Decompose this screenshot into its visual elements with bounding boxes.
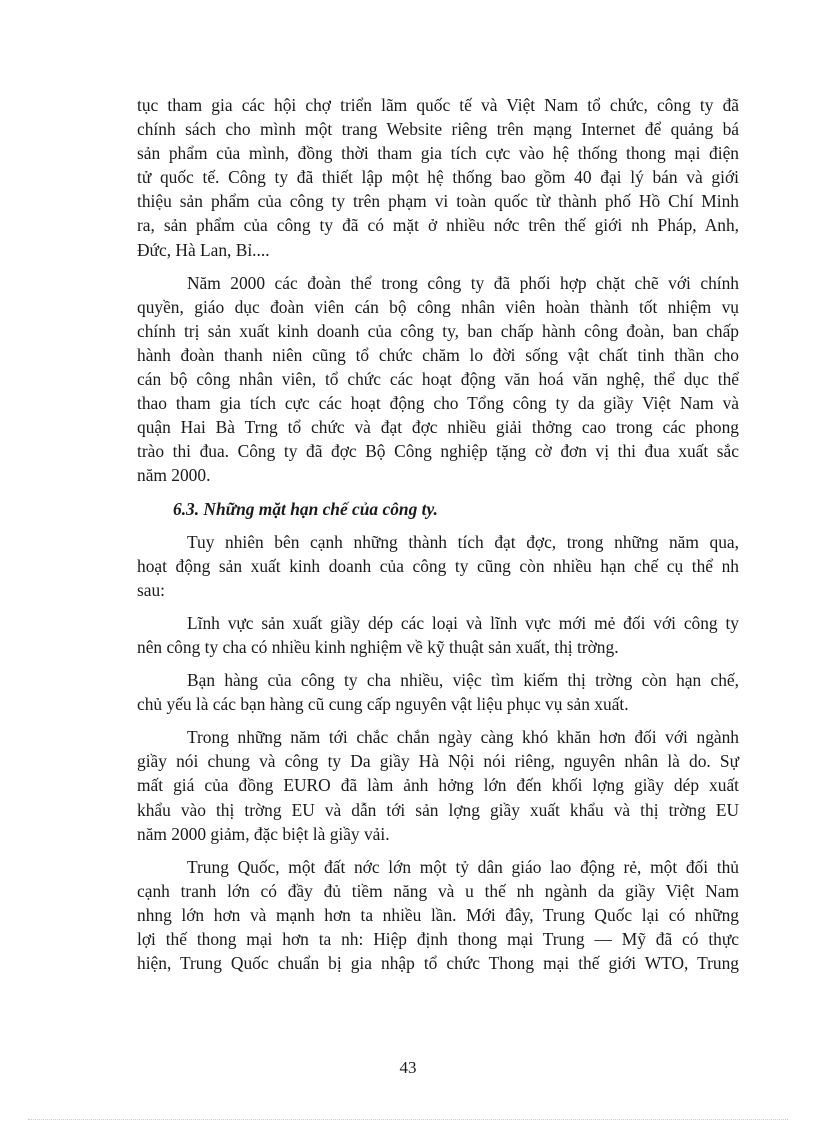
text-line: Đức, Hà Lan, Bỉ.... bbox=[137, 239, 270, 260]
text-line: mất giá của đồng EURO đã làm ảnh hởng lớn đến khối lợng giầy dép xuất bbox=[137, 775, 739, 796]
text-line: hiện, Trung Quốc chuẩn bị gia nhập tổ chức Thong mại thế giới WTO, Trung bbox=[137, 953, 739, 974]
text-line: ra, sản phẩm của công ty đã có mặt ở nhiều nớc trên thế giới nh Pháp, Anh, bbox=[137, 215, 739, 236]
text-line: Năm 2000 các đoàn thể trong công ty đã phối hợp chặt chẽ với chính bbox=[187, 272, 739, 293]
text-line: thiệu sản phẩm của công ty trên phạm vi toàn quốc từ thành phố Hồ Chí Minh bbox=[137, 191, 739, 212]
paragraph-limitations-intro bbox=[137, 530, 739, 602]
text-line: quận Hai Bà Trng tổ chức và đạt đợc nhiều giải thởng cao trong các phong bbox=[137, 417, 739, 438]
text-line: quyền, giáo dục đoàn viên cán bộ công nhân viên hoàn thành tốt nhiệm vụ bbox=[137, 296, 739, 317]
paragraph-trade-fairs bbox=[137, 93, 739, 262]
text-line: sản phẩm của mình, đồng thời tham gia tích cực vào hệ thống thong mại điện bbox=[137, 143, 739, 164]
page-body bbox=[137, 93, 739, 984]
text-line: giầy nói chung và công ty Da giầy Hà Nội nói riêng, nguyên nhân là do. Sự bbox=[137, 751, 739, 772]
text-line: cạnh tranh lớn có đầy đủ tiềm năng và u thế nh ngành da giầy Việt Nam bbox=[137, 880, 739, 901]
paragraph-year-2000 bbox=[137, 271, 739, 488]
paragraph-china-competition bbox=[137, 855, 739, 975]
paragraph-euro-devaluation bbox=[137, 725, 739, 845]
text-line: nhng lớn hơn và mạnh hơn ta nhiều lần. Mới đây, Trung Quốc lại có những bbox=[137, 904, 739, 925]
text-line: khẩu vào thị trờng EU và dẫn tới sản lợng giầy xuất khẩu và thị trờng EU bbox=[137, 799, 739, 820]
paragraph-footwear-field bbox=[137, 611, 739, 659]
text-line: thao tham gia tích cực các hoạt động cho Tổng công ty da giầy Việt Nam và bbox=[137, 393, 739, 414]
text-line: cán bộ công nhân viên, tổ chức các hoạt động văn hoá văn nghệ, thể dục thể bbox=[137, 369, 739, 390]
text-line: Trong những năm tới chắc chắn ngày càng khó khăn hơn đối với ngành bbox=[187, 727, 739, 748]
text-line: tục tham gia các hội chợ triển lãm quốc tế và Việt Nam tổ chức, công ty đã bbox=[137, 95, 739, 115]
text-line: hành đoàn thanh niên cũng tổ chức chăm lo đời sống vật chất tinh thần cho bbox=[137, 344, 739, 365]
text-line: lợi thế thong mại hơn ta nh: Hiệp định thong mại Trung — Mỹ đã có thực bbox=[137, 929, 739, 949]
text-line: chính sách cho mình một trang Website riêng trên mạng Internet để quảng bá bbox=[137, 119, 739, 140]
text-line: chính trị sản xuất kinh doanh của công ty, ban chấp hành công đoàn, ban chấp bbox=[137, 320, 739, 341]
paragraph-partners bbox=[137, 668, 739, 716]
text-line: nên công ty cha có nhiều kinh nghiệm về kỹ thuật sản xuất, thị trờng. bbox=[137, 636, 619, 657]
text-line: hoạt động sản xuất kinh doanh của công ty cũng còn nhiều hạn chế cụ thể nh bbox=[137, 555, 739, 576]
text-line: chủ yếu là các bạn hàng cũ cung cấp nguyên vật liệu phục vụ sản xuất. bbox=[137, 694, 629, 715]
page-bottom-divider bbox=[28, 1119, 788, 1120]
text-line: tử quốc tế. Công ty đã thiết lập một hệ thống bao gồm 40 đại lý bán và giới bbox=[137, 167, 739, 188]
text-line: Lĩnh vực sản xuất giầy dép các loại và lĩnh vực mới mẻ đối với công ty bbox=[187, 612, 739, 633]
text-line: năm 2000 giảm, đặc biệt là giầy vải. bbox=[137, 823, 390, 844]
section-heading: 6.3. Những mặt hạn chế của công ty. bbox=[173, 498, 438, 519]
text-line: Tuy nhiên bên cạnh những thành tích đạt đợc, trong những năm qua, bbox=[187, 531, 739, 552]
text-line: Bạn hàng của công ty cha nhiều, việc tìm kiếm thị trờng còn hạn chế, bbox=[187, 670, 739, 691]
page-number: 43 bbox=[399, 1058, 417, 1077]
text-line: sau: bbox=[137, 579, 166, 600]
text-line: trào thi đua. Công ty đã đợc Bộ Công nghiệp tặng cờ đơn vị thi đua xuất sắc bbox=[137, 441, 739, 462]
text-line: Trung Quốc, một đất nớc lớn một tỷ dân giáo lao động rẻ, một đối thủ bbox=[187, 856, 739, 877]
text-line: năm 2000. bbox=[137, 465, 211, 486]
